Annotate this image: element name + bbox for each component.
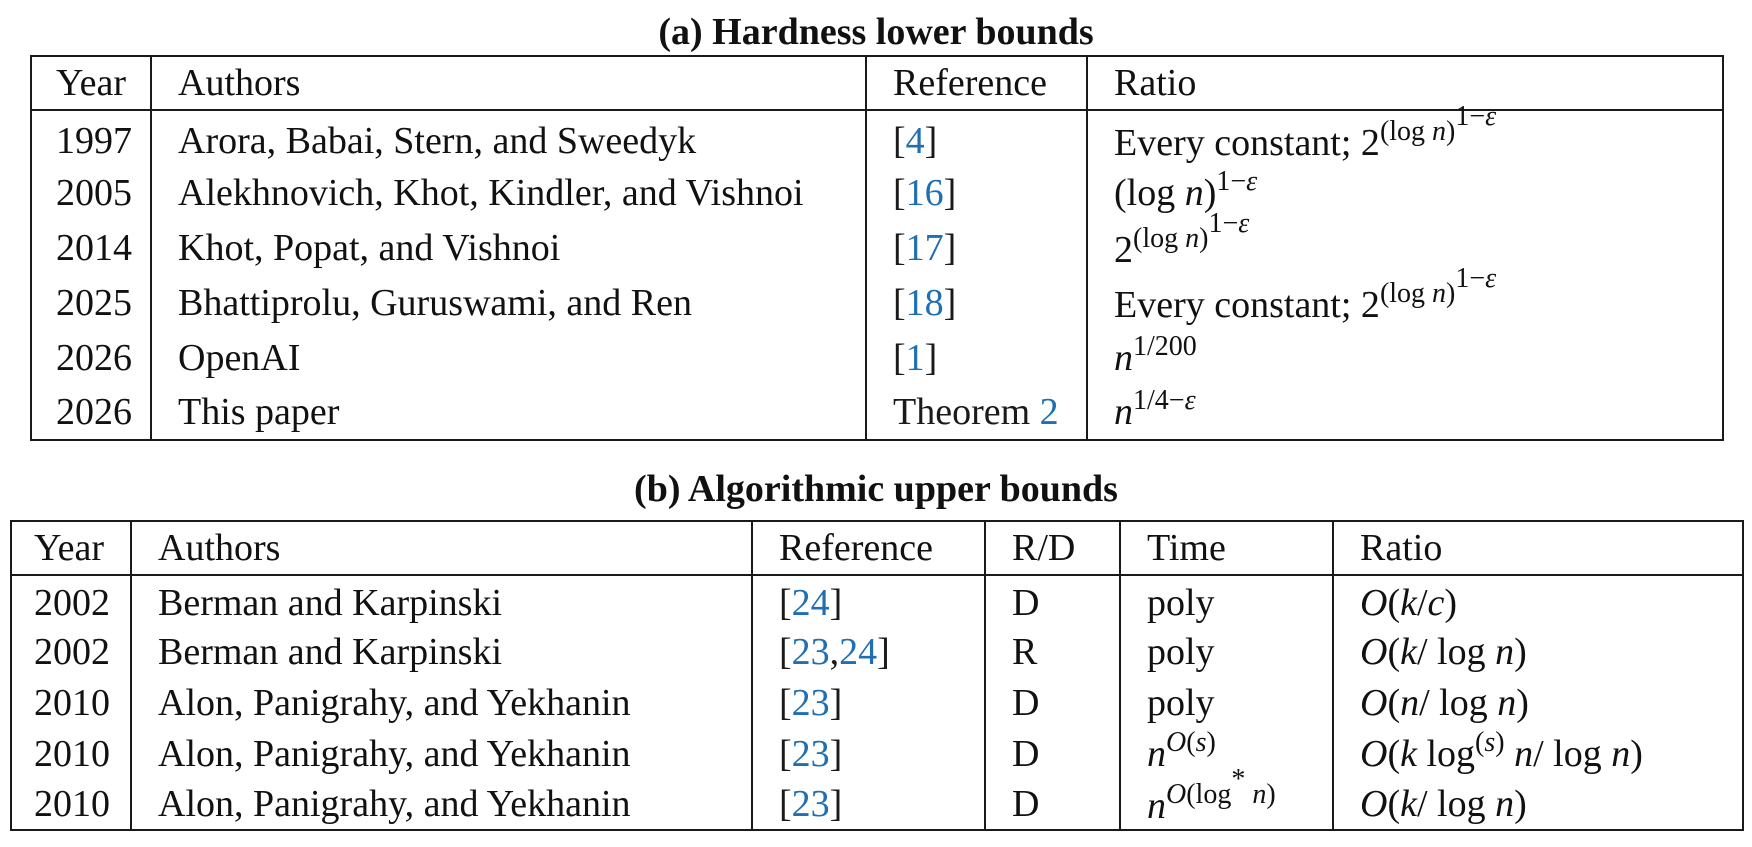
authors-cell: Alon, Panigrahy, and Yekhanin (131, 728, 752, 779)
table-row (11, 677, 1743, 728)
theorem-link[interactable]: 2 (1039, 391, 1059, 433)
citation-link[interactable]: 18 (905, 281, 944, 324)
reference-cell: [23] (752, 779, 985, 830)
authors-cell: Alon, Panigrahy, and Yekhanin (131, 677, 752, 728)
table-row (11, 626, 1743, 677)
header-reference: Reference (866, 56, 1087, 110)
header-authors: Authors (131, 521, 752, 575)
reference-cell (866, 385, 1087, 440)
header-ratio: Ratio (1333, 521, 1743, 575)
rd-cell: R (985, 626, 1120, 677)
rd-cell: D (985, 779, 1120, 830)
year-cell: 1997 (31, 110, 151, 165)
citation-link[interactable]: 23 (791, 732, 830, 775)
header-authors: Authors (151, 56, 866, 110)
citation-link[interactable]: 24 (839, 630, 878, 673)
time-cell: $n^{O(log^* n)}$ (1120, 779, 1333, 830)
table-row (31, 165, 1723, 220)
table-b-caption: (b) Algorithmic upper bounds (634, 468, 1118, 510)
ratio-cell: $n^{1/4-\varepsilon}$ (1087, 385, 1723, 440)
header-rd: R/D (985, 521, 1120, 575)
citation-link[interactable]: 1 (905, 336, 925, 379)
year-cell: 2026 (31, 385, 151, 440)
header-year: Year (31, 56, 151, 110)
rd-cell: D (985, 677, 1120, 728)
table-row (31, 330, 1723, 385)
header-ratio: Ratio (1087, 56, 1723, 110)
table-row (11, 779, 1743, 830)
table-row (31, 275, 1723, 330)
table-a-caption: (a) Hardness lower bounds (658, 11, 1094, 53)
reference-cell: [18] (866, 275, 1087, 330)
citation-link[interactable]: 23 (791, 783, 830, 825)
citation-link[interactable]: 23 (791, 630, 830, 673)
authors-cell: Alon, Panigrahy, and Yekhanin (131, 779, 752, 830)
ratio-cell: $2^{(log n)^{1-\varepsilon}}$ (1087, 220, 1723, 275)
authors-cell: Alekhnovich, Khot, Kindler, and Vishnoi (151, 165, 866, 220)
time-cell: poly (1120, 626, 1333, 677)
year-cell: 2005 (31, 165, 151, 220)
year-cell: 2014 (31, 220, 151, 275)
authors-cell: Berman and Karpinski (131, 575, 752, 626)
year-cell: 2025 (31, 275, 151, 330)
time-cell: poly (1120, 575, 1333, 626)
ratio-cell: O(k/ log n) (1333, 626, 1743, 677)
reference-cell: [23] (752, 728, 985, 779)
ratio-cell: (log n)$^{1-\varepsilon}$ (1087, 165, 1723, 220)
reference-cell: [4] (866, 110, 1087, 165)
table-row (31, 385, 1723, 440)
ratio-cell: O(k $\log^{(s)} n/$ log n) (1333, 728, 1743, 779)
reference-cell: [17] (866, 220, 1087, 275)
rd-cell: D (985, 575, 1120, 626)
authors-cell: Arora, Babai, Stern, and Sweedyk (151, 110, 866, 165)
table-row (11, 575, 1743, 626)
time-cell: poly (1120, 677, 1333, 728)
year-cell: 2010 (11, 728, 131, 779)
header-year: Year (11, 521, 131, 575)
citation-link[interactable]: 17 (905, 226, 944, 269)
reference-cell: [1] (866, 330, 1087, 385)
citation-link[interactable]: 24 (791, 582, 830, 624)
ratio-cell: O(k/c) (1333, 575, 1743, 626)
authors-cell: Berman and Karpinski (131, 626, 752, 677)
reference-cell: [23,24] (752, 626, 985, 677)
time-cell: $n^{O(s)}$ (1120, 728, 1333, 779)
theorem-label: Theorem (893, 391, 1040, 433)
citation-link[interactable]: 4 (905, 120, 925, 162)
reference-cell: [24] (752, 575, 985, 626)
reference-cell: [23] (752, 677, 985, 728)
rd-cell: D (985, 728, 1120, 779)
ratio-cell: $n^{1/200}$ (1087, 330, 1723, 385)
citation-link[interactable]: 23 (791, 681, 830, 724)
table-row (31, 110, 1723, 165)
header-reference: Reference (752, 521, 985, 575)
year-cell: 2002 (11, 575, 131, 626)
citation-link[interactable]: 16 (905, 171, 944, 214)
authors-cell: OpenAI (151, 330, 866, 385)
header-time: Time (1120, 521, 1333, 575)
table-row (11, 728, 1743, 779)
year-cell: 2010 (11, 779, 131, 830)
ratio-cell: Every constant; $2^{(log n)^{1-\varepsilon}}$ (1087, 110, 1723, 165)
authors-cell: This paper (151, 385, 866, 440)
hardness-lower-bounds-table (30, 55, 1724, 441)
reference-cell: [16] (866, 165, 1087, 220)
authors-cell: Khot, Popat, and Vishnoi (151, 220, 866, 275)
year-cell: 2002 (11, 626, 131, 677)
algorithmic-upper-bounds-table (10, 520, 1744, 831)
ratio-cell: O(k/ log n) (1333, 779, 1743, 830)
authors-cell: Bhattiprolu, Guruswami, and Ren (151, 275, 866, 330)
year-cell: 2010 (11, 677, 131, 728)
ratio-cell: O(n/ log n) (1333, 677, 1743, 728)
year-cell: 2026 (31, 330, 151, 385)
table-header-row (11, 521, 1743, 575)
ratio-cell: Every constant; $2^{(log n)^{1-\varepsilon}}$ (1087, 275, 1723, 330)
